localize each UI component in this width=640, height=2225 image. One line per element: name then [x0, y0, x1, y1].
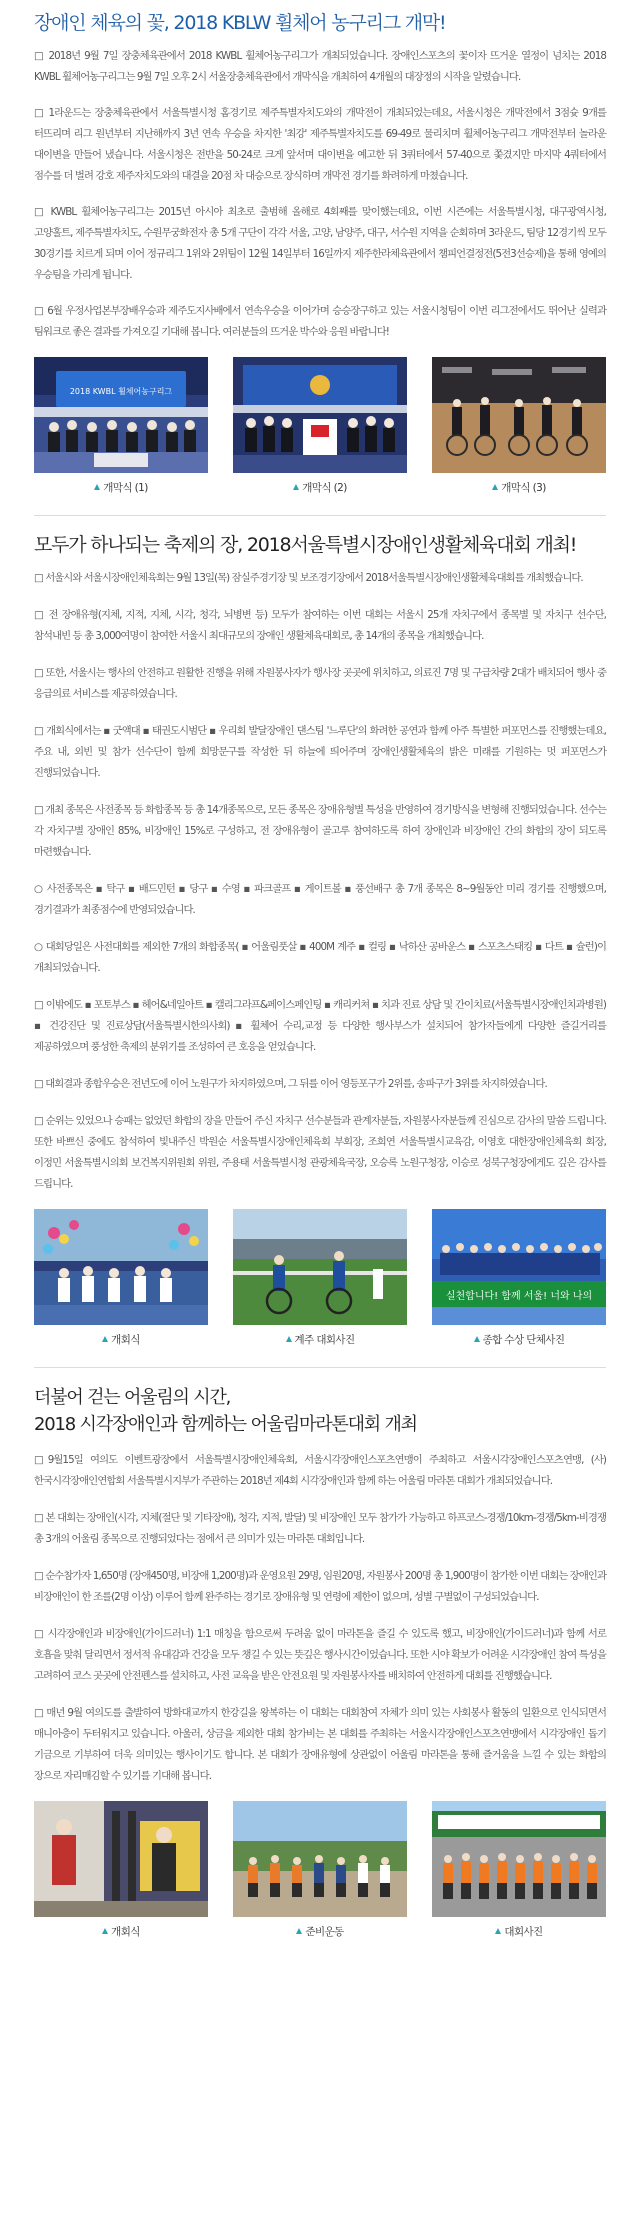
gallery-item[interactable] [34, 1209, 208, 1347]
caption-marker-icon [94, 484, 100, 490]
gallery-item[interactable] [233, 1209, 407, 1347]
paragraph: □ 개최 종목은 사전종목 등 화합종목 등 총 14개종목으로, 모든 종목은 장애유형별 특성을 반영하여 경기방식을 변형해 진행되었습니다. 선수는 각 자치구별 장애인 85%, 비장애인 15%로 구성하고, 전 장애유형이 골고루 참여하도록 하여 장애인과 비장애인 간의 화합의 장이 되도록 마련했습니다. [34, 804, 606, 858]
photo-caption: 계주 대회사진 [233, 1332, 407, 1347]
paragraph: □ 1라운드는 장충체육관에서 서울특별시청 홈경기로 제주특별자치도와의 개막전이 개최되었는데요, 서울시청은 개막전에서 3점슛 9개를 터뜨리며 리그 원년부터 지난해까지 3년 연속 우승을 차지한 '최강' 제주특별자치도를 69-49로 물리치며 휠체어농구리그 개막전부터 놀라운 대이변을 만들어 냈습니다. 서울시청은 전반을 50-24로 크게 앞서며 대이변을 예고한 뒤 3쿼터에서 57-40으로 쫓겼지만 마지막 4쿼터에서 점수를 더 벌려 강호 제주자치도와의 대결을 20점 차 대승으로 장식하며 개막전 경기를 화려하게 마쳤습니다. [34, 107, 606, 182]
gallery-item[interactable] [432, 1801, 606, 1939]
photo-opening[interactable] [34, 1209, 208, 1325]
paragraph: □ 2018년 9월 7일 장충체육관에서 2018 KWBL 휠체어농구리그가 개최되었습니다. 장애인스포츠의 꽃이자 뜨거운 열정이 넘치는 2018 KWBL 휠체어농구리그는 9월 7일 오후 2시 서울장충체육관에서 개막식을 개최하여 4개월의 대장정의 시작을 알렸습니다. [34, 50, 606, 83]
photo-caption: 개회식 [34, 1332, 208, 1347]
gallery-item[interactable] [432, 357, 606, 495]
photo-opening-ceremony-1[interactable] [34, 357, 208, 473]
paragraph: □ 전 장애유형(지체, 지적, 지체, 시각, 청각, 뇌병변 등) 모두가 참여하는 이번 대회는 서울시 25개 자치구에서 종목별 및 자치구 선수단, 참석내빈 등 총 3,000여명이 참여한 서울시 최대규모의 장애인 생활체육대회로, 총 14개의 종목을 개최했습니다. [34, 609, 606, 642]
caption-marker-icon [495, 1928, 501, 1934]
gallery-item[interactable] [432, 1209, 606, 1347]
photo-caption: 준비운동 [233, 1924, 407, 1939]
photo-opening-ceremony-3[interactable] [432, 357, 606, 473]
paragraph: □ 시각장애인과 비장애인(가이드러너) 1:1 매칭을 함으로써 두려움 없이 마라톤을 즐길 수 있도록 했고, 비장애인(가이드러너)과 함께 서로 호흡을 맞춰 달리면서 정서적 유대감과 건강을 모두 챙길 수 있는 뜻깊은 행사시간이었습니다. 또한 시야 확보가 어려운 시각장애인 참여 특성을 고려하여 코스 곳곳에 안전펜스를 설치하고, 사전 교육을 받은 안전요원 및 자원봉사자를 배치하여 안전하게 대회를 진행했습니다. [34, 1628, 606, 1682]
gallery-item[interactable] [34, 357, 208, 495]
photo-gallery [34, 1209, 606, 1347]
photo-gallery [34, 357, 606, 495]
paragraph: □ 본 대회는 장애인(시각, 지체(절단 및 기타장애), 청각, 지적, 발달) 및 비장애인 모두 참가가 가능하고 하프코스-경쟁/10km-경쟁/5km-비경쟁 총 3개의 어울림 종목으로 진행되었다는 점에서 큰 의미가 있는 마라톤 대회입니다. [34, 1512, 606, 1545]
section-kwbl [0, 0, 640, 495]
photo-caption: 개회식 [34, 1924, 208, 1939]
paragraph: □ 순수참가자 1,650명 (장애450명, 비장애 1,200명)과 운영요원 29명, 임원20명, 자원봉사 200명 총 1,900명이 참가한 이번 대회는 장애인과 비장애인이 한 조를(2명 이상) 이루어 함께 완주하는 경기로 장애유형 및 연령에 제한이 없으며, 성별 구별없이 구성되었습니다. [34, 1570, 606, 1603]
paragraph: □ 6월 우정사업본부장배우승과 제주도지사배에서 연속우승을 이어가며 승승장구하고 있는 서울시청팀이 이번 리그전에서도 뛰어난 실력과 팀워크로 좋은 결과를 가져오길 기대해 봅니다. 여러분들의 뜨거운 박수와 응원 바랍니다! [34, 305, 606, 338]
paragraph: □ 순위는 있었으나 승패는 없었던 화합의 장을 만들어 주신 자치구 선수분들과 관계자분들, 자원봉사자분들께 진심으로 감사의 말씀 드립니다. 또한 바쁘신 중에도 참석하여 빛내주신 박원순 서울특별시장애인체육회 부회장, 조희연 서울특별시교육감, 이영호 대한장애인체육회 회장, 이정민 서울특별시의회 보건복지위원회 위원, 주용태 서울특별시청 관광체육국장, 오승록 노원구청장, 이승로 성북구청장에게도 깊은 감사를 드립니다. [34, 1115, 606, 1190]
paragraph: □ 개회식에서는 ▪ 굿액대 ▪ 태권도시범단 ▪ 우리회 발달장애인 댄스팀 '느루단'의 화려한 공연과 함께 아주 특별한 퍼포먼스를 진행했는데요, 주요 내, 외빈 및 참가 선수단이 함께 희망문구를 작성한 뒤 하늘에 띄어주며 장애인생활체육의 밝은 미래를 기원하는 멋 퍼포먼스가 진행되었습니다. [34, 725, 606, 779]
paragraph: □ 또한, 서울시는 행사의 안전하고 원활한 진행을 위해 자원봉사자가 행사장 곳곳에 위치하고, 의료진 7명 및 구급차량 2대가 배치되어 행사 중 응급의료 서비스를 제공하였습니다. [34, 667, 606, 700]
photo-caption: 개막식 (1) [34, 480, 208, 495]
photo-group-award[interactable] [432, 1209, 606, 1325]
photo-caption: 개막식 (2) [233, 480, 407, 495]
section-title: 장애인 체육의 꽃, 2018 KBLW 휠체어 농구리그 개막! [34, 12, 446, 34]
photo-gallery [34, 1801, 606, 1939]
caption-marker-icon [293, 484, 299, 490]
photo-warm-up[interactable] [233, 1801, 407, 1917]
section-marathon [0, 1368, 640, 1939]
paragraph: □ 이밖에도 ▪ 포토부스 ▪ 헤어&네일아트 ▪ 캘리그라프&페이스페인팅 ▪ 캐리커쳐 ▪ 치과 진료 상담 및 간이치료(서울특별시장애인치과병원) ▪ 건강진단 및 진료상담(서울특별시한의사회) ▪ 휠체어 수리,교정 등 다양한 행사부스가 설치되어 참가자들에게 다양한 즐길거리를 제공하였으며 풍성한 축제의 분위기를 조성하여 큰 호응을 얻었습니다. [34, 999, 606, 1053]
paragraph: ○ 사전종목은 ▪ 탁구 ▪ 배드민턴 ▪ 당구 ▪ 수영 ▪ 파크골프 ▪ 게이트볼 ▪ 풍선배구 총 7개 종목은 8~9월동안 미리 경기를 진행했으며, 경기결과가 최종점수에 반영되었습니다. [34, 883, 606, 916]
svg-text:실천합니다! 함께 서울! 너와 나의: 실천합니다! 함께 서울! 너와 나의 [445, 1291, 593, 1302]
gallery-item[interactable] [34, 1801, 208, 1939]
paragraph: □ 매년 9월 여의도를 출발하여 방화대교까지 한강길을 왕복하는 이 대회는 대회참여 자체가 의미 있는 사회봉사 활동의 일환으로 인식되면서 매니아층이 두터워지고 있습니다. 아울러, 상금을 제외한 대회 참가비는 본 대회를 주최하는 서울시각장애인스포츠연맹에서 시각장애인 돕기 기금으로 기부하여 더욱 의미있는 행사이기도 합니다. 본 대회가 장애유형에 상관없이 어울림 마라톤을 통해 즐거움을 느낄 수 있는 화합의 장으로 자리매김할 수 있기를 기대해 봅니다. [34, 1707, 606, 1782]
paragraph: □9월15일 여의도 이벤트광장에서 서울특별시장애인체육회, 서울시각장애인스포츠연맹이 주최하고 서울시각장애인스포츠연맹, (사)한국시각장애인연합회 서울특별시지부가 주관하는 2018년 제4회 시각장애인과 함께 하는 어울림 마라톤 대회가 개최되었습니다. [34, 1454, 606, 1487]
gallery-item[interactable] [233, 1801, 407, 1939]
paragraph: □ 대회결과 종합우승은 전년도에 이어 노원구가 차지하였으며, 그 뒤를 이어 영등포구가 2위를, 송파구가 3위를 차지하였습니다. [34, 1078, 547, 1090]
caption-marker-icon [474, 1336, 480, 1342]
gallery-item[interactable] [233, 357, 407, 495]
photo-marathon-opening[interactable] [34, 1801, 208, 1917]
photo-caption: 종합 수상 단체사진 [432, 1332, 606, 1347]
photo-caption: 개막식 (3) [432, 480, 606, 495]
photo-relay[interactable] [233, 1209, 407, 1325]
paragraph: □ KWBL 휠체어농구리그는 2015년 아시아 최초로 출범해 올해로 4회째를 맞이했는데요, 이번 시즌에는 서울특별시청, 대구광역시청, 고양홀트, 제주특별자치도, 수원무궁화전자 총 5개 구단이 각각 서울, 고양, 남양주, 대구, 서수원 지역을 순회하며 3라운드, 팀당 12경기씩 모두 30경기를 치르게 되며 이어 정규리그 1위와 2위팀이 12월 14일부터 16일까지 제주한라체육관에서 챔피언결정전(5전3선승제)을 통해 영예의 우승팀을 가리게 됩니다. [34, 206, 606, 281]
paragraph: □ 서울시와 서울시장애인체육회는 9월 13일(목) 잠실주경기장 및 보조경기장에서 2018서울특별시장애인생활체육대회를 개최했습니다. [34, 572, 583, 584]
section-title: 더불어 걷는 어울림의 시간, 2018 시각장애인과 함께하는 어울림마라톤대회 개최 [34, 1387, 417, 1435]
caption-marker-icon [286, 1336, 292, 1342]
svg-text:2018 KWBL 휠체어농구리그: 2018 KWBL 휠체어농구리그 [69, 387, 173, 396]
caption-marker-icon [492, 484, 498, 490]
photo-opening-ceremony-2[interactable] [233, 357, 407, 473]
caption-marker-icon [102, 1928, 108, 1934]
photo-race[interactable] [432, 1801, 606, 1917]
caption-marker-icon [296, 1928, 302, 1934]
caption-marker-icon [102, 1336, 108, 1342]
photo-caption: 대회사진 [432, 1924, 606, 1939]
section-title: 모두가 하나되는 축제의 장, 2018서울특별시장애인생활체육대회 개최! [34, 534, 577, 556]
paragraph: ○ 대회당일은 사전대회를 제외한 7개의 화합종목( ▪ 어울림풋살 ▪ 400M 계주 ▪ 컬링 ▪ 낙하산 공바운스 ▪ 스포츠스태킹 ▪ 다트 ▪ 슐런)이 개최되었습니다. [34, 941, 606, 974]
section-sports-festival [0, 516, 640, 1347]
